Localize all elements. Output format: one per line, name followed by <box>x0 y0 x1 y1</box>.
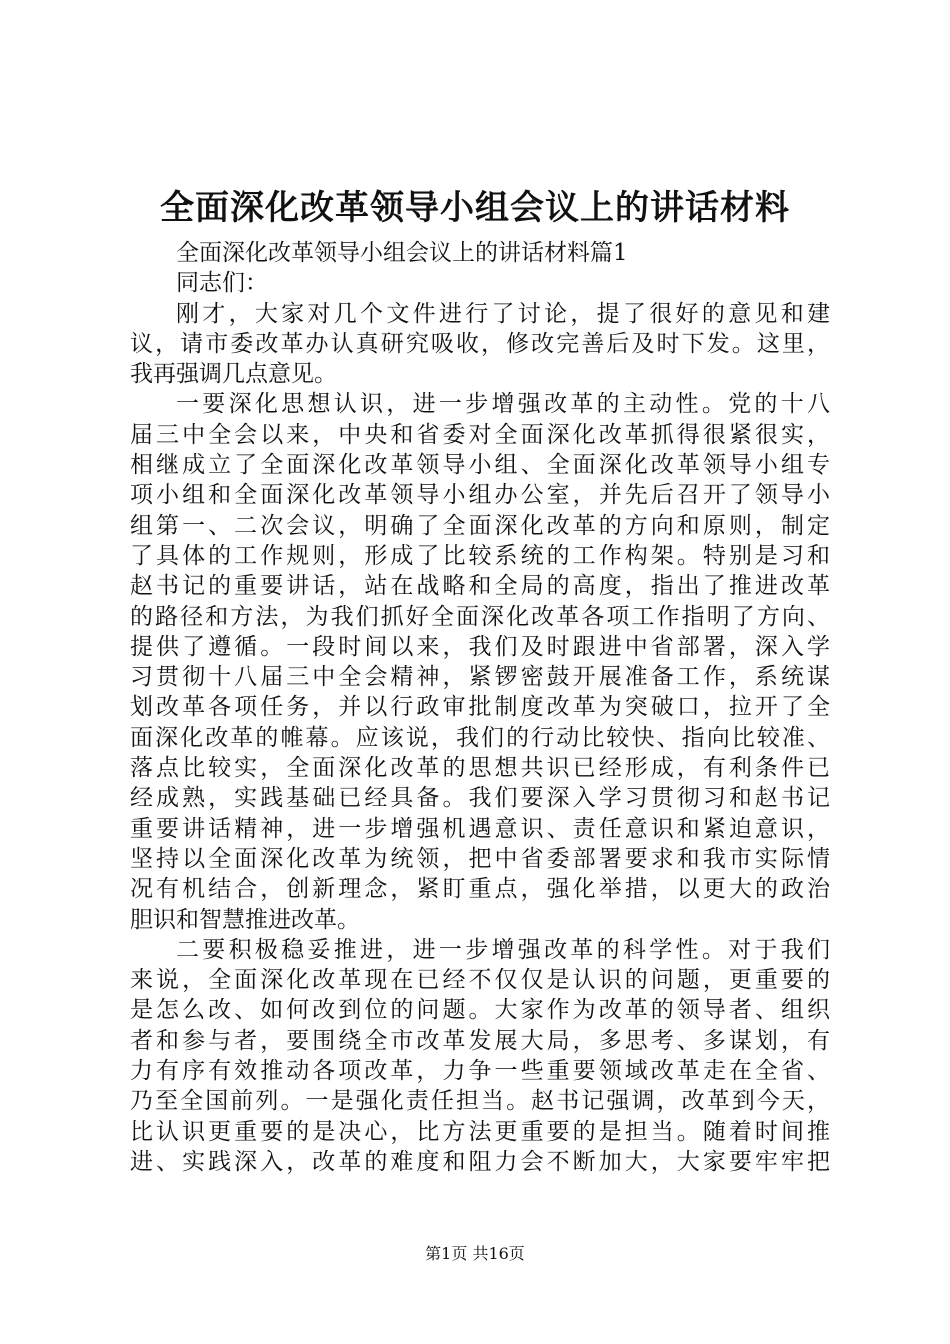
text-line: 一要深化思想认识，进一步增强改革的主动性。党的十八 <box>176 391 830 418</box>
text-line: 重要讲话精神，进一步增强机遇意识、责任意识和紧迫意识， <box>130 815 830 842</box>
text-line: 组第一、二次会议，明确了全面深化改革的方向和原则，制定 <box>130 512 830 539</box>
text-line: 习贯彻十八届三中全会精神，紧锣密鼓开展准备工作，系统谋 <box>130 664 830 691</box>
text-line: 了具体的工作规则，形成了比较系统的工作构架。特别是习和 <box>130 542 830 569</box>
text-line: 经成熟，实践基础已经具备。我们要深入学习贯彻习和赵书记 <box>130 785 830 812</box>
text-line: 胆识和智慧推进改革。 <box>130 906 360 933</box>
text-line: 来说，全面深化改革现在已经不仅仅是认识的问题，更重要的 <box>130 967 830 994</box>
text-line: 划改革各项任务，并以行政审批制度改革为突破口，拉开了全 <box>130 694 830 721</box>
text-line: 全面深化改革领导小组会议上的讲话材料篇1 <box>176 240 628 266</box>
text-line: 况有机结合，创新理念，紧盯重点，强化举措，以更大的政治 <box>130 876 830 903</box>
text-line: 比认识更重要的是决心，比方法更重要的是担当。随着时间推 <box>130 1118 830 1145</box>
text-line: 提供了遵循。一段时间以来，我们及时跟进中省部署，深入学 <box>130 633 830 660</box>
text-line: 赵书记的重要讲话，站在战略和全局的高度，指出了推进改革 <box>130 573 830 600</box>
page-number: 第1页 共16页 <box>425 1244 525 1263</box>
text-line: 者和参与者，要围绕全市改革发展大局，多思考、多谋划，有 <box>130 1027 830 1054</box>
text-line: 的路径和方法，为我们抓好全面深化改革各项工作指明了方向、 <box>130 603 830 630</box>
text-line: 落点比较实，全面深化改革的思想共识已经形成，有利条件已 <box>130 755 830 782</box>
text-line: 进、实践深入，改革的难度和阻力会不断加大，大家要牢牢把 <box>130 1148 830 1175</box>
text-line: 乃至全国前列。一是强化责任担当。赵书记强调，改革到今天， <box>130 1088 830 1115</box>
text-line: 二要积极稳妥推进，进一步增强改革的科学性。对于我们 <box>176 936 830 963</box>
document-title: 全面深化改革领导小组会议上的讲话材料 <box>160 188 790 228</box>
text-line: 面深化改革的帷幕。应该说，我们的行动比较快、指向比较准、 <box>130 724 830 751</box>
text-line: 同志们： <box>176 270 268 297</box>
text-line: 是怎么改、如何改到位的问题。大家作为改革的领导者、组织 <box>130 997 830 1024</box>
text-line: 议，请市委改革办认真研究吸收，修改完善后及时下发。这里， <box>130 330 830 357</box>
text-line: 相继成立了全面深化改革领导小组、全面深化改革领导小组专 <box>130 452 830 479</box>
text-line: 届三中全会以来，中央和省委对全面深化改革抓得很紧很实， <box>130 421 830 448</box>
text-line: 项小组和全面深化改革领导小组办公室，并先后召开了领导小 <box>130 482 830 509</box>
text-line: 力有序有效推动各项改革，力争一些重要领域改革走在全省、 <box>130 1058 830 1085</box>
document-body <box>130 238 830 1177</box>
text-line: 刚才，大家对几个文件进行了讨论，提了很好的意见和建 <box>176 300 830 327</box>
text-line: 我再强调几点意见。 <box>130 361 337 388</box>
text-line: 坚持以全面深化改革为统领，把中省委部署要求和我市实际情 <box>130 845 830 872</box>
